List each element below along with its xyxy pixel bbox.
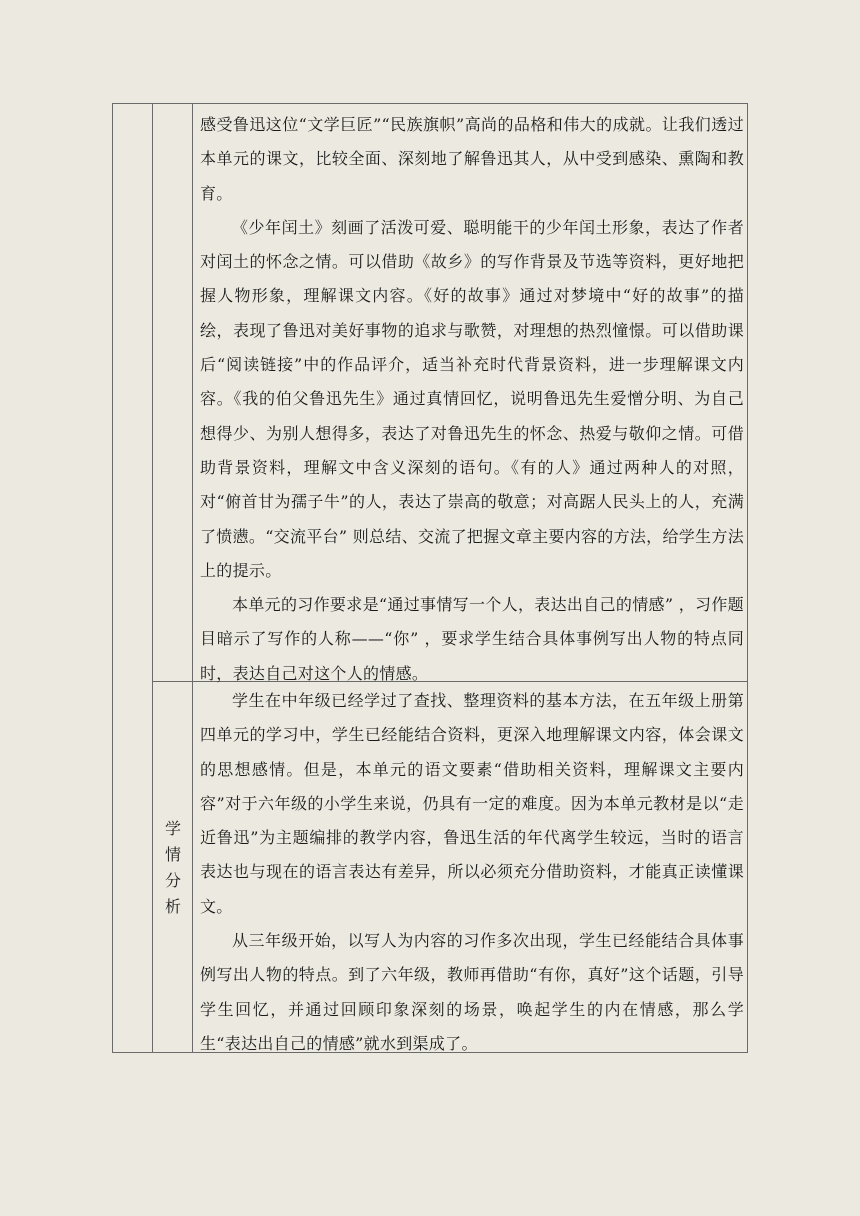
unit-content-cell [200,108,744,691]
analysis-paragraph: 从三年级开始，以写人为内容的习作多次出现，学生已经能结合具体事例写出人物的特点。到了六年级，教师再借助“有你，真好”这个话题，引导学生回忆，并通过回顾印象深刻的场景，唤起学生的内在情感，那么学生“表达出自己的情感”就水到渠成了。 [200,931,744,1053]
label-char: 学 [164,818,181,838]
label-char: 情 [164,844,181,864]
content-paragraph: 《少年闰土》刻画了活泼可爱、聪明能干的少年闰土形象，表达了作者对闰土的怀念之情。可以借助《故乡》的写作背景及节选等资料，更好地把握人物形象，理解课文内容。《好的故事》通过对梦境中“好的故事”的描绘，表现了鲁迅对美好事物的追求与歌赞，对理想的热烈憧憬。可以借助课后“阅读链接”中的作品评介，适当补充时代背景资料，进一步理解课文内容。《我的伯父鲁迅先生》通过真情回忆，说明鲁迅先生爱憎分明、为自己想得少、为别人想得多，表达了对鲁迅先生的怀念、热爱与敬仰之情。可借助背景资料，理解文中含义深刻的语句。《有的人》通过两种人的对照，对“俯首甘为孺子牛”的人，表达了崇高的敬意；对高踞人民头上的人，充满了愤懑。“交流平台” 则总结、交流了把握文章主要内容的方法，给学生方法上的提示。 [200,217,744,580]
label-char: 析 [164,896,181,916]
content-paragraph: 本单元的习作要求是“通过事情写一个人，表达出自己的情感” ，习作题目暗示了写作的人称——“你” ，要求学生结合具体事例写出人物的特点同时，表达自己对这个人的情感。 [200,595,744,683]
label-char: 分 [164,870,181,890]
analysis-paragraph: 学生在中年级已经学过了查找、整理资料的基本方法，在五年级上册第四单元的学习中，学生已经能结合资料，更深入地理解课文内容，体会课文的思想感情。但是，本单元的语文要素“借助相关资料，理解课文主要内容”对于六年级的小学生来说，仍具有一定的难度。因为本单元教材是以“走近鲁迅”为主题编排的教学内容，鲁迅生活的年代离学生较远，当时的语言表达也与现在的语言表达有差异，所以必须充分借助资料，才能真正读懂课文。 [200,691,744,916]
lesson-plan-table [112,103,748,1053]
analysis-row-label [153,682,193,1053]
analysis-cell [200,684,744,1061]
content-paragraph: 感受鲁迅这位“文学巨匠”“民族旗帜”高尚的品格和伟大的成就。让我们透过本单元的课文，比较全面、深刻地了解鲁迅其人，从中受到感染、熏陶和教育。 [200,115,744,203]
outer-label-column [113,104,153,1052]
